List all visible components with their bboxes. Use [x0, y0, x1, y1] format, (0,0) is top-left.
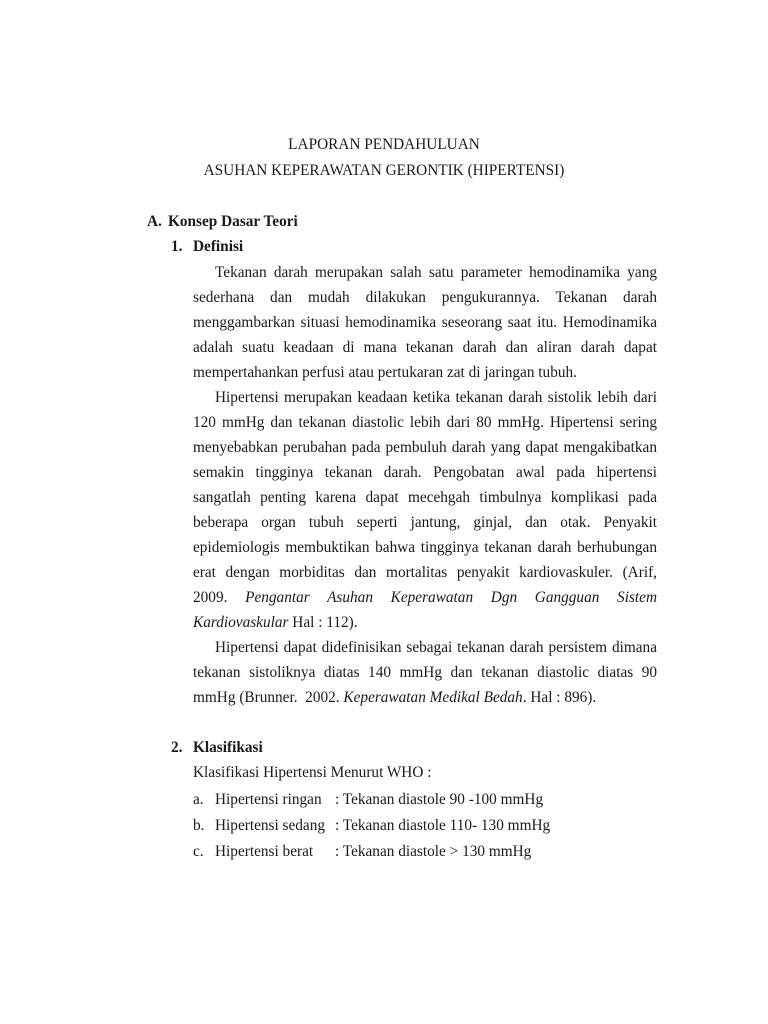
klasifikasi-item-letter: b.: [193, 817, 205, 834]
title-line-2: ASUHAN KEPERAWATAN GERONTIK (HIPERTENSI): [203, 162, 565, 179]
paragraph-2-citation-end: [193, 613, 358, 633]
klasifikasi-intro: Klasifikasi Hipertensi Menurut WHO :: [193, 764, 432, 781]
paragraph-line: mempertahankan perfusi atau pertukaran zat di jaringan tubuh.: [193, 364, 577, 381]
paragraph-3-citation: [193, 688, 596, 708]
citation-book-title-cont: Kardiovaskular: [193, 614, 289, 631]
paragraph-line: menyebabkan perubahan pada pembuluh darah yang dapat mengakibatkan: [193, 439, 657, 456]
paragraph-line: erat dengan morbiditas dan mortalitas penyakit kardiovaskuler. (Arif,: [193, 564, 657, 581]
citation-book-title: Pengantar Asuhan Keperawatan Dgn Gangguan Sistem: [245, 589, 657, 606]
klasifikasi-item-desc: : Tekanan diastole 110- 130 mmHg: [335, 817, 551, 834]
section-a-marker: A.: [147, 213, 162, 230]
paragraph-line: 120 mmHg dan tekanan diastolic lebih dari 80 mmHg. Hipertensi sering: [193, 414, 657, 431]
klasifikasi-item-desc: : Tekanan diastole > 130 mmHg: [335, 843, 532, 860]
klasifikasi-item-letter: a.: [193, 791, 204, 808]
section-a-heading: Konsep Dasar Teori: [168, 213, 298, 230]
paragraph-2-citation-line: [193, 588, 657, 608]
paragraph-line: semakin tingginya tekanan darah. Pengobatan awal pada hipertensi: [193, 464, 657, 481]
paragraph-line: sederhana dan mudah dilakukan pengukurannya. Tekanan darah: [193, 289, 657, 306]
definisi-marker: 1.: [171, 238, 183, 255]
klasifikasi-heading: Klasifikasi: [193, 739, 263, 756]
citation-page: Hal : 112).: [288, 614, 358, 631]
paragraph-line: Tekanan darah merupakan salah satu parameter hemodinamika yang: [215, 264, 657, 281]
klasifikasi-item-name: Hipertensi berat: [215, 843, 314, 860]
citation-suffix: . Hal : 896).: [522, 689, 597, 706]
citation-year: 2009.: [193, 589, 228, 606]
paragraph-line: menggambarkan situasi hemodinamika seseorang saat itu. Hemodinamika: [193, 314, 657, 331]
klasifikasi-marker: 2.: [171, 739, 183, 756]
klasifikasi-item-name: Hipertensi sedang: [215, 817, 326, 834]
paragraph-line: tekanan sistoliknya diatas 140 mmHg dan tekanan diastolic diatas 90: [193, 664, 657, 681]
paragraph-line: adalah suatu keadaan di mana tekanan darah dan aliran darah dapat: [193, 339, 657, 356]
definisi-heading: Definisi: [193, 238, 244, 255]
paragraph-line: Hipertensi merupakan keadaan ketika tekanan darah sistolik lebih dari: [215, 389, 657, 406]
klasifikasi-item-name: Hipertensi ringan: [215, 791, 322, 808]
citation-prefix: mmHg (Brunner. 2002.: [193, 689, 344, 706]
paragraph-line: epidemiologis membuktikan bahwa tingginya tekanan darah berhubungan: [193, 539, 657, 556]
paragraph-line: beberapa organ tubuh seperti jantung, ginjal, dan otak. Penyakit: [193, 514, 657, 531]
klasifikasi-item-desc: : Tekanan diastole 90 -100 mmHg: [335, 791, 544, 808]
paragraph-line: Hipertensi dapat didefinisikan sebagai tekanan darah persistem dimana: [215, 639, 657, 656]
klasifikasi-item-letter: c.: [193, 843, 204, 860]
citation-book-title: Keperawatan Medikal Bedah: [343, 689, 523, 706]
paragraph-line: sangatlah penting karena dapat mecehgah timbulnya komplikasi pada: [193, 489, 657, 506]
title-line-1: LAPORAN PENDAHULUAN: [288, 136, 480, 153]
